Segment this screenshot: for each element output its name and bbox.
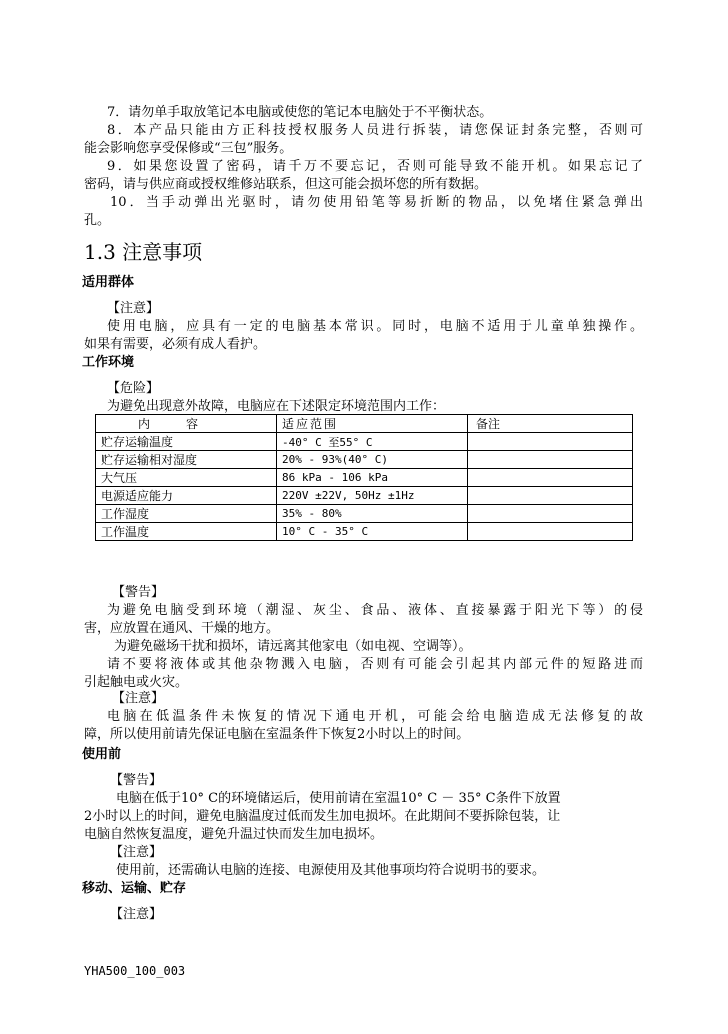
table-cell-range: 220V ±22V, 50Hz ±1Hz bbox=[277, 487, 468, 505]
table-cell-remark bbox=[468, 505, 633, 523]
table-header-content: 内容 bbox=[96, 415, 277, 433]
table-row bbox=[96, 523, 633, 541]
table-row bbox=[96, 433, 633, 451]
table-row bbox=[96, 505, 633, 523]
intro-item-8: 8．本产品只能由方正科技授权服务人员进行拆装，请您保证封条完整，否则可 bbox=[107, 123, 643, 138]
environment-warning-tag: 【警告】 bbox=[112, 585, 165, 600]
before-use-warning-tag: 【警告】 bbox=[110, 773, 163, 788]
table-cell-range: 86 kPa - 106 kPa bbox=[277, 469, 468, 487]
environment-note-tag: 【注意】 bbox=[112, 691, 165, 706]
table-cell-remark bbox=[468, 487, 633, 505]
subheading-before-use: 使用前 bbox=[82, 747, 122, 762]
table-row bbox=[96, 451, 633, 469]
environment-intro: 为避免出现意外故障，电脑应在下述限定环境范围内工作： bbox=[107, 399, 446, 414]
environment-table bbox=[95, 414, 633, 541]
applicable-text-1: 使用电脑，应具有一定的电脑基本常识。同时，电脑不适用于儿童单独操作。 bbox=[107, 319, 643, 334]
section-title: 1.3 注意事项 bbox=[84, 240, 203, 264]
environment-note-2: 障，所以使用前请先保证电脑在室温条件下恢复2小时以上的时间。 bbox=[84, 727, 470, 742]
intro-item-9-cont: 密码，请与供应商或授权维修站联系，但这可能会损坏您的所有数据。 bbox=[84, 177, 488, 192]
transport-note-tag: 【注意】 bbox=[110, 907, 163, 922]
table-header-range: 适应范围 bbox=[277, 415, 468, 433]
environment-warning-3-cont: 引起触电或火灾。 bbox=[84, 675, 189, 690]
table-row bbox=[96, 469, 633, 487]
before-use-warning-2: 2小时以上的时间，避免电脑温度过低而发生加电损坏。在此期间不要拆除包装，让 bbox=[84, 809, 561, 824]
subheading-environment: 工作环境 bbox=[82, 355, 135, 370]
table-cell-remark bbox=[468, 433, 633, 451]
table-header-remarks: 备注 bbox=[468, 415, 633, 433]
table-cell-item: 贮存运输相对湿度 bbox=[96, 451, 277, 469]
table-cell-range: 10° C - 35° C bbox=[277, 523, 468, 541]
intro-item-8-cont: 能会影响您享受保修或“三包”服务。 bbox=[84, 141, 293, 156]
table-row bbox=[96, 487, 633, 505]
table-cell-remark bbox=[468, 451, 633, 469]
subheading-applicable: 适用群体 bbox=[82, 275, 135, 290]
intro-item-10-cont: 孔。 bbox=[84, 213, 111, 228]
intro-item-9: 9．如果您设置了密码，请千万不要忘记，否则可能导致不能开机。如果忘记了 bbox=[107, 159, 643, 174]
table-cell-item: 工作温度 bbox=[96, 523, 277, 541]
footer-document-code: YHA500_100_003 bbox=[84, 964, 186, 978]
table-cell-range: 35% - 80% bbox=[277, 505, 468, 523]
environment-note-1: 电脑在低温条件未恢复的情况下通电开机，可能会给电脑造成无法修复的故 bbox=[107, 709, 643, 724]
intro-item-7: 7．请勿单手取放笔记本电脑或使您的笔记本电脑处于不平衡状态。 bbox=[107, 105, 493, 120]
table-cell-remark bbox=[468, 523, 633, 541]
table-cell-item: 工作湿度 bbox=[96, 505, 277, 523]
table-cell-item: 大气压 bbox=[96, 469, 277, 487]
before-use-warning-1: 电脑在低于10° C的环境储运后，使用前请在室温10° C － 35° C条件下放置 bbox=[116, 791, 561, 806]
environment-warning-2: 为避免磁场干扰和损坏，请远离其他家电（如电视、空调等）。 bbox=[114, 639, 472, 654]
table-cell-range: -40° C 至55° C bbox=[277, 433, 468, 451]
before-use-warning-3: 电脑自然恢复温度，避免升温过快而发生加电损坏。 bbox=[84, 827, 384, 842]
table-cell-remark bbox=[468, 469, 633, 487]
table-cell-item: 贮存运输温度 bbox=[96, 433, 277, 451]
subheading-transport: 移动、运输、贮存 bbox=[82, 881, 187, 896]
applicable-text-2: 如果有需要，必须有成人看护。 bbox=[84, 337, 267, 352]
table-cell-item: 电源适应能力 bbox=[96, 487, 277, 505]
before-use-note-tag: 【注意】 bbox=[110, 845, 163, 860]
applicable-note-tag: 【注意】 bbox=[107, 301, 160, 316]
environment-warning-1-cont: 害，应放置在通风、干燥的地方。 bbox=[84, 621, 280, 636]
table-cell-range: 20% - 93%(40° C) bbox=[277, 451, 468, 469]
environment-warning-3: 请不要将液体或其他杂物溅入电脑，否则有可能会引起其内部元件的短路进而 bbox=[107, 657, 643, 672]
table-header-row bbox=[96, 415, 633, 433]
environment-danger-tag: 【危险】 bbox=[107, 381, 160, 396]
before-use-note-1: 使用前，还需确认电脑的连接、电源使用及其他事项均符合说明书的要求。 bbox=[116, 863, 546, 878]
intro-item-10: 10．当手动弹出光驱时，请勿使用铅笔等易折断的物品，以免堵住紧急弹出 bbox=[110, 195, 643, 210]
environment-warning-1: 为避免电脑受到环境（潮湿、灰尘、食品、液体、直接暴露于阳光下等）的侵 bbox=[107, 603, 643, 618]
